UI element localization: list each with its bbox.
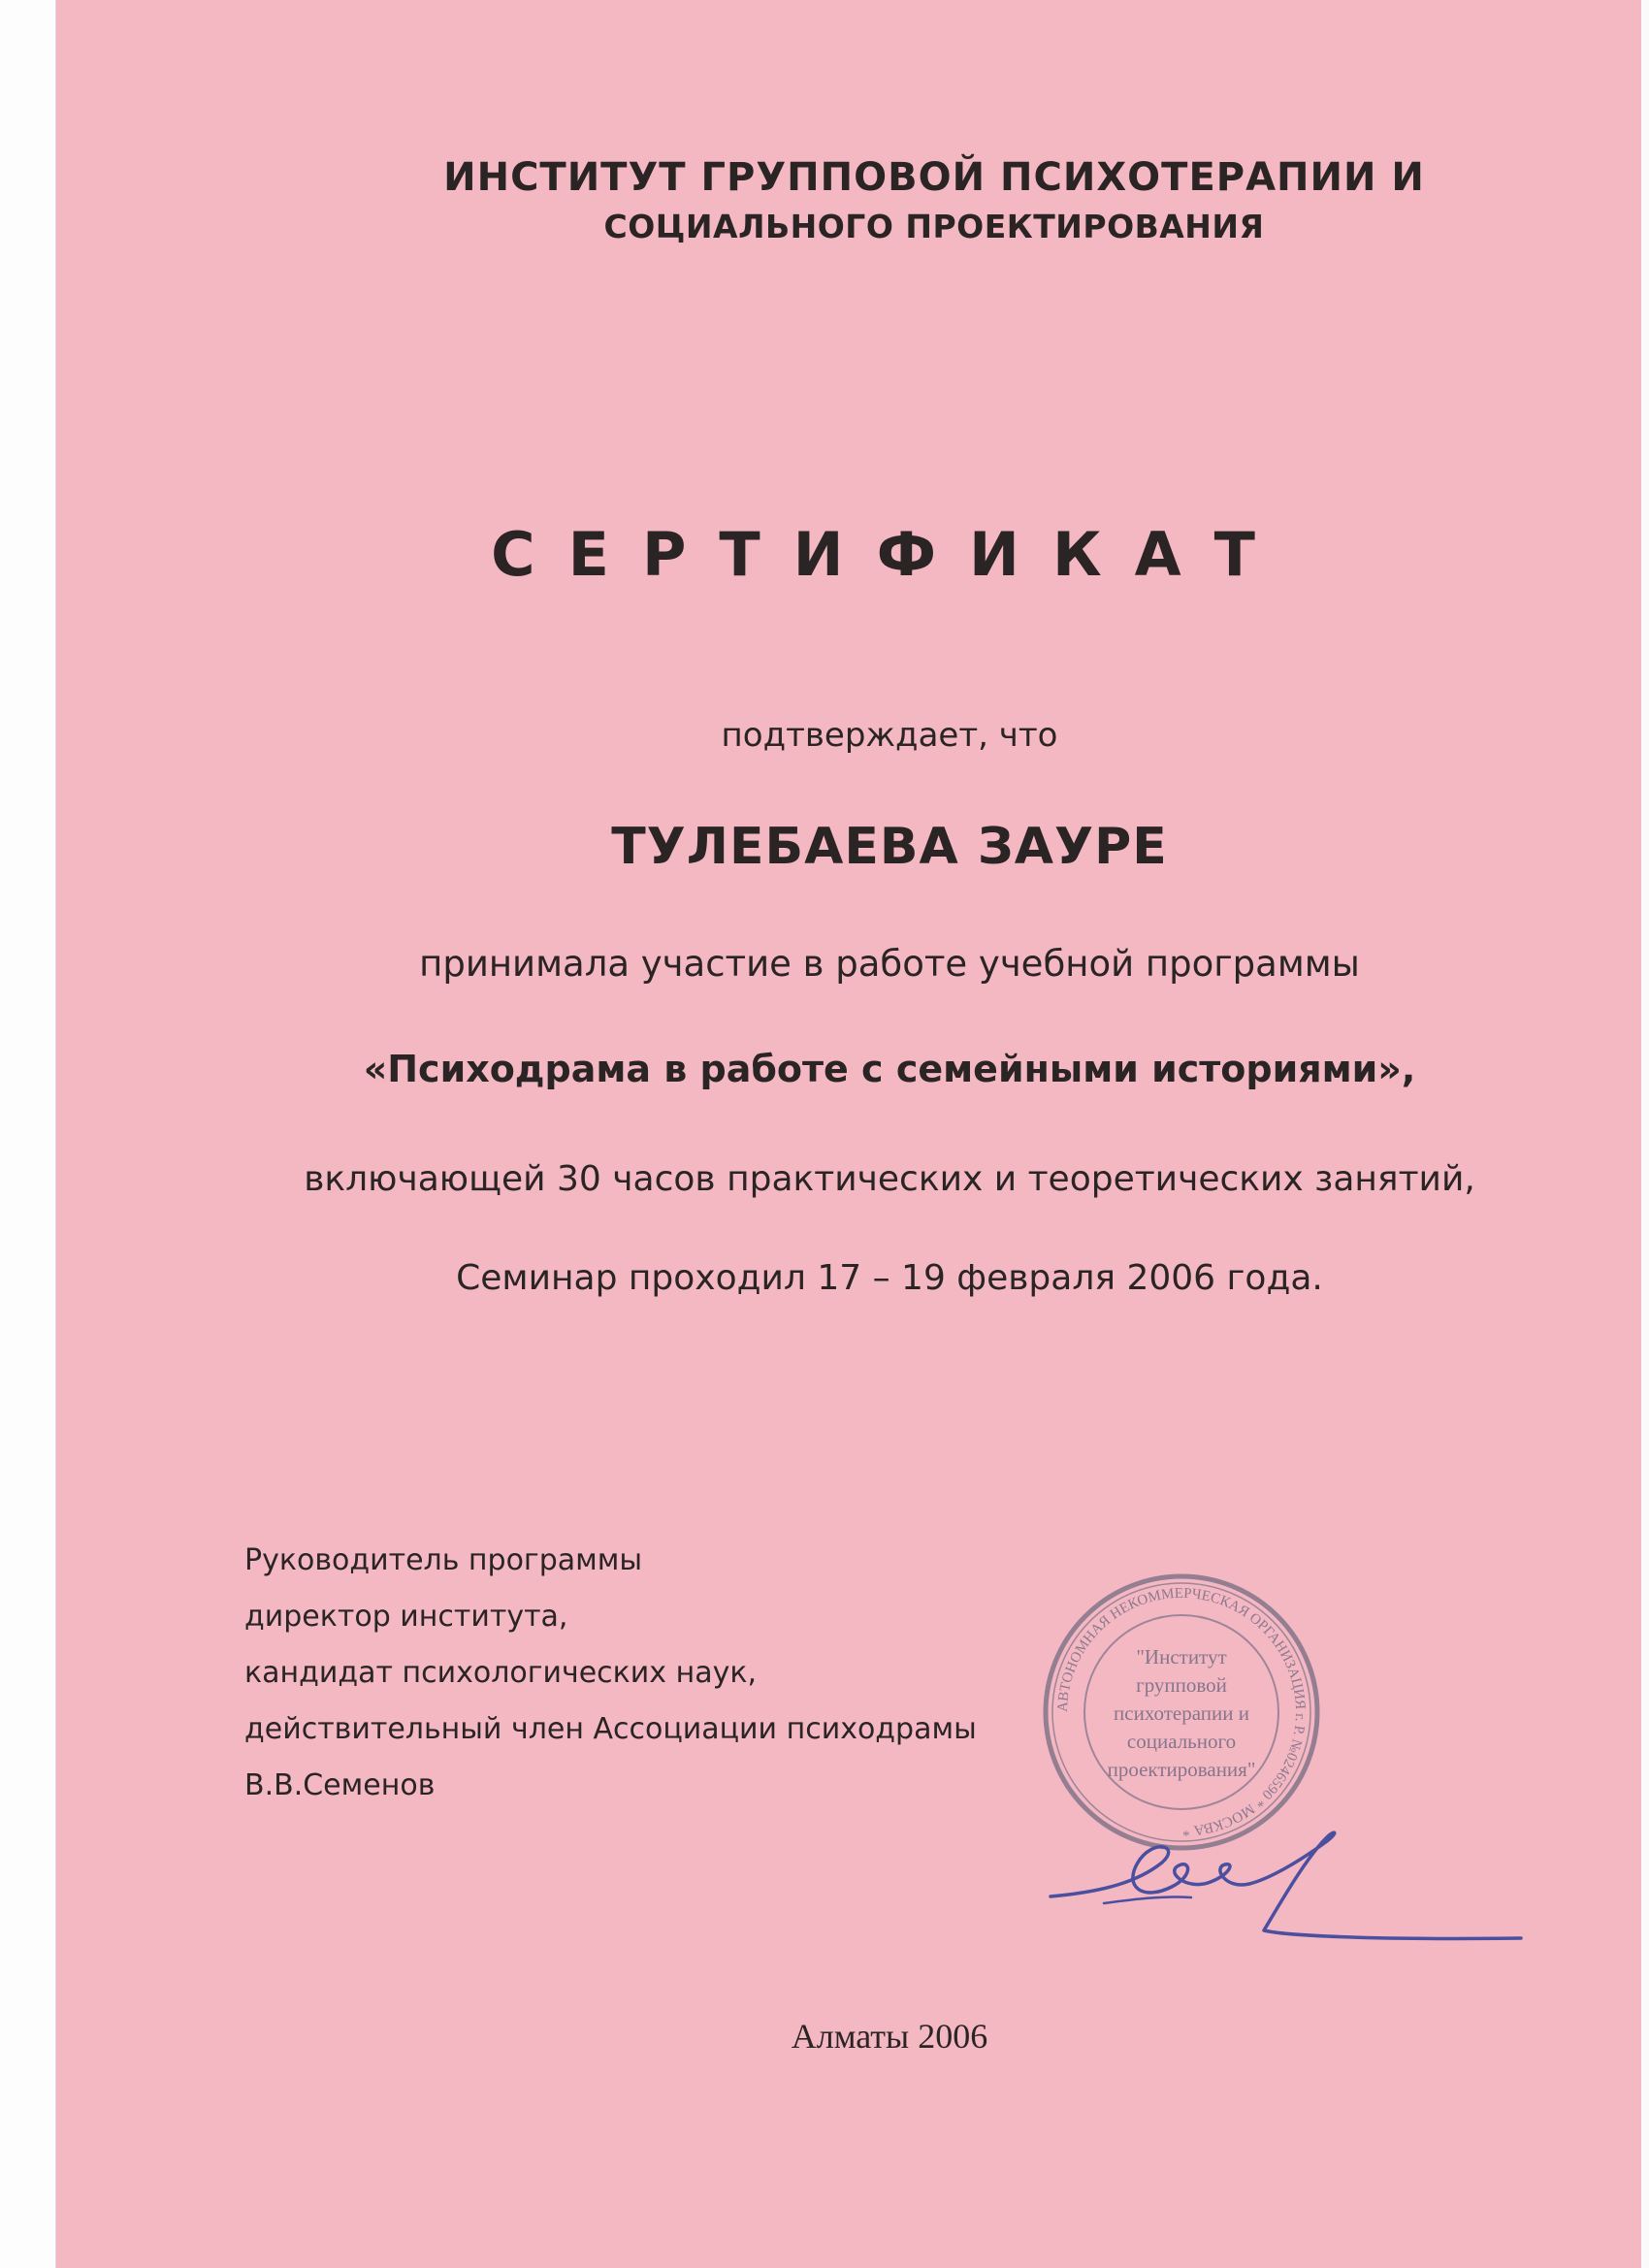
stamp-inner-line-4: социального	[1126, 1730, 1237, 1753]
signatory-block	[244, 1533, 977, 1814]
certificate-sheet	[56, 0, 1641, 2268]
confirms-text: подтверждает, что	[721, 716, 1058, 755]
handwritten-signature	[1046, 1795, 1550, 1960]
stamp-inner-line-1: "Институт	[1136, 1645, 1227, 1669]
institute-name-line2: СОЦИАЛЬНОГО ПРОЕКТИРОВАНИЯ	[603, 208, 1265, 245]
seminar-dates-text: Семинар проходил 17 – 19 февраля 2006 года.	[456, 1258, 1323, 1298]
stamp-inner-line-5: проектирования"	[1107, 1758, 1256, 1781]
signatory-role: Руководитель программы	[244, 1543, 643, 1577]
program-hours-text: включающей 30 часов практических и теоретических занятий,	[304, 1159, 1475, 1199]
stamp-ring-text: АВТОНОМНАЯ НЕКОММЕРЧЕСКАЯ ОРГАНИЗАЦИЯ г. Р. №0246590 * МОСКВА *	[1054, 1585, 1309, 1839]
certificate-title: СЕРТИФИКАТ	[491, 519, 1288, 590]
signatory-position: директор института,	[244, 1600, 568, 1634]
signatory-membership: действительный член Ассоциации психодрамы	[244, 1712, 977, 1746]
city-year-footer: Алматы 2006	[791, 2017, 988, 2056]
recipient-name: ТУЛЕБАЕВА ЗАУРЕ	[611, 818, 1168, 876]
stamp-inner-line-3: психотерапии и	[1114, 1701, 1249, 1725]
scan-border-right	[1641, 0, 1649, 2268]
institute-name-line1: ИНСТИТУТ ГРУППОВОЙ ПСИХОТЕРАПИИ И	[443, 155, 1425, 200]
program-title: «Психодрама в работе с семейными историями»,	[363, 1048, 1416, 1090]
signatory-name: В.В.Семенов	[244, 1768, 436, 1802]
participation-text: принимала участие в работе учебной программы	[419, 943, 1360, 985]
signatory-degree: кандидат психологических наук,	[244, 1656, 757, 1690]
scan-border-left	[0, 0, 56, 2268]
stamp-inner-line-2: групповой	[1136, 1673, 1227, 1697]
